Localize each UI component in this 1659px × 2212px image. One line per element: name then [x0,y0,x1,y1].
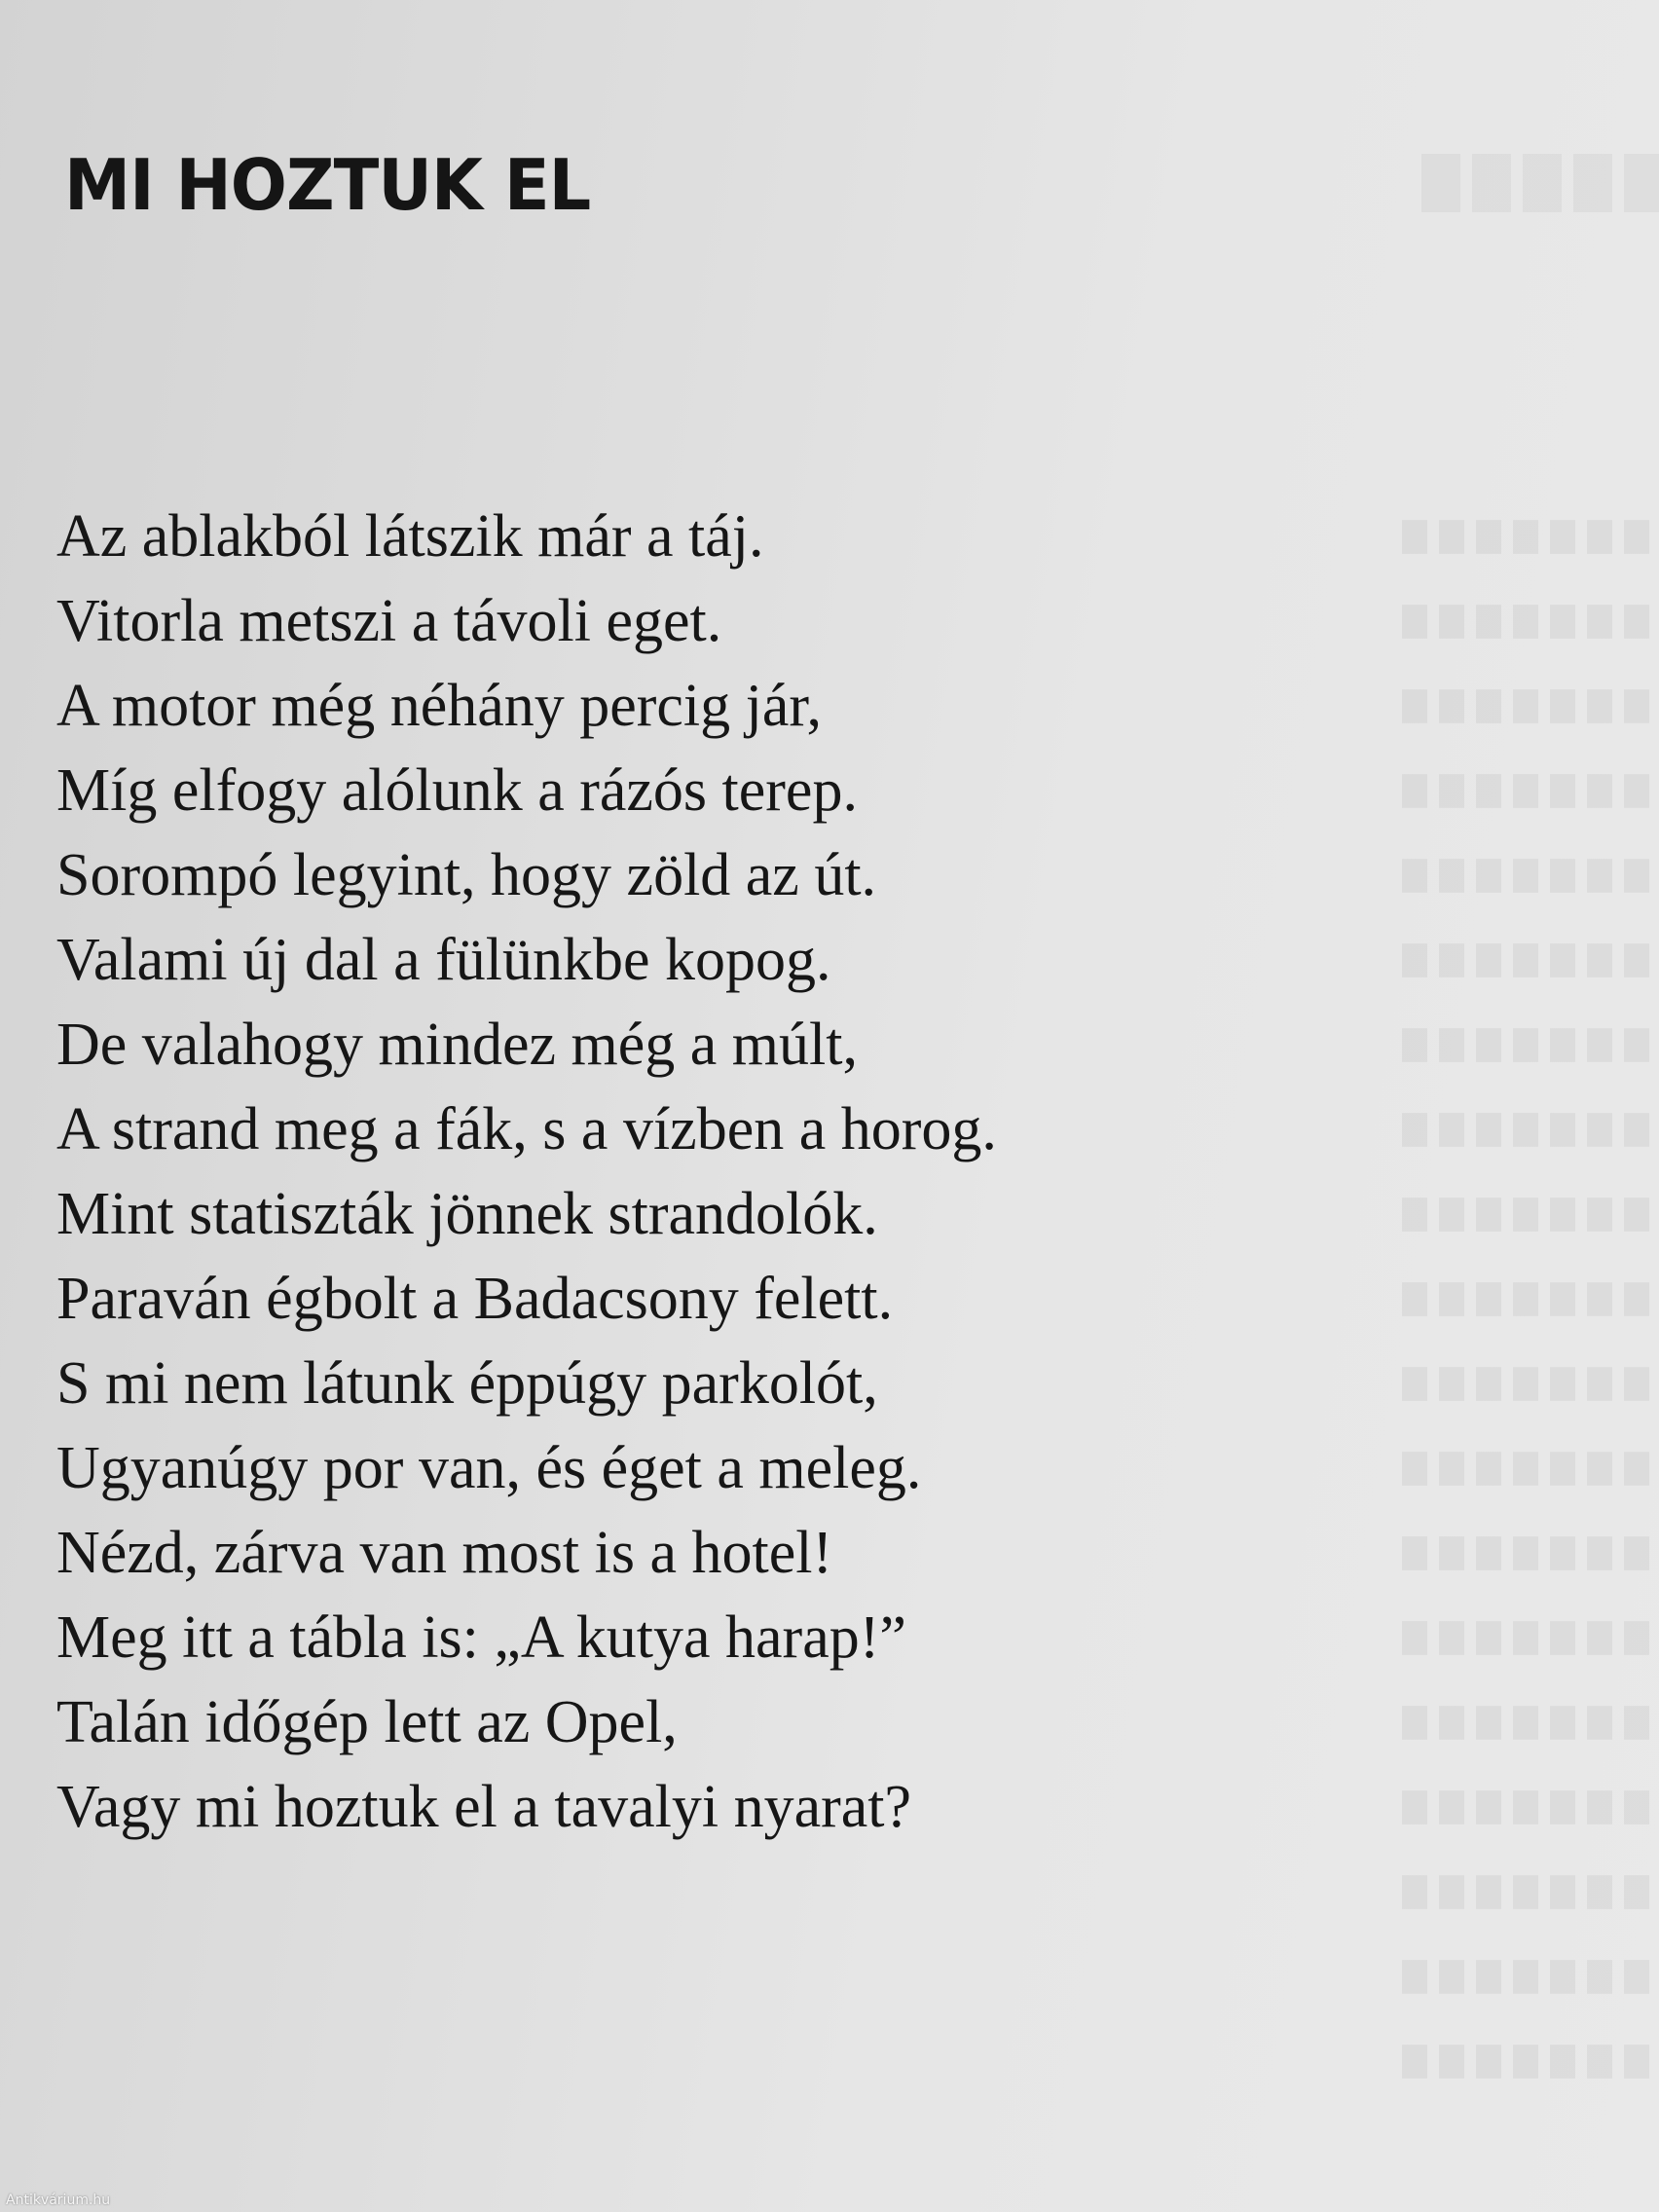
show-through-title [1421,154,1659,212]
watermark: Antikvárium.hu [6,2193,111,2208]
poem-line: Vitorla metszi a távoli eget. [56,588,722,654]
poem-line: Mint statiszták jönnek strandolók. [56,1181,878,1247]
poem-line: Sorompó legyint, hogy zöld az út. [56,842,877,908]
poem-title: MI HOZTUK EL [64,144,591,226]
poem-line: Az ablakból látszik már a táj. [56,503,764,570]
poem-line: Talán időgép lett az Opel, [56,1689,678,1755]
poem-line: Ugyanúgy por van, és éget a meleg. [56,1435,922,1501]
poem-line: Paraván égbolt a Badacsony felett. [56,1266,894,1332]
poem-line: S mi nem látunk éppúgy parkolót, [56,1350,878,1417]
poem-line: Nézd, zárva van most is a hotel! [56,1520,833,1586]
poem-line: A motor még néhány percig jár, [56,673,823,739]
poem-line: Míg elfogy alólunk a rázós terep. [56,757,858,824]
poem-line: Valami új dal a fülünkbe kopog. [56,927,831,993]
poem-line: A strand meg a fák, s a vízben a horog. [56,1096,997,1162]
show-through-text [1402,495,1659,2130]
poem-line: De valahogy mindez még a múlt, [56,1012,858,1078]
poem-line: Vagy mi hoztuk el a tavalyi nyarat? [56,1774,912,1840]
poem-line: Meg itt a tábla is: „A kutya harap!” [56,1604,906,1671]
poem-body [56,495,997,1850]
